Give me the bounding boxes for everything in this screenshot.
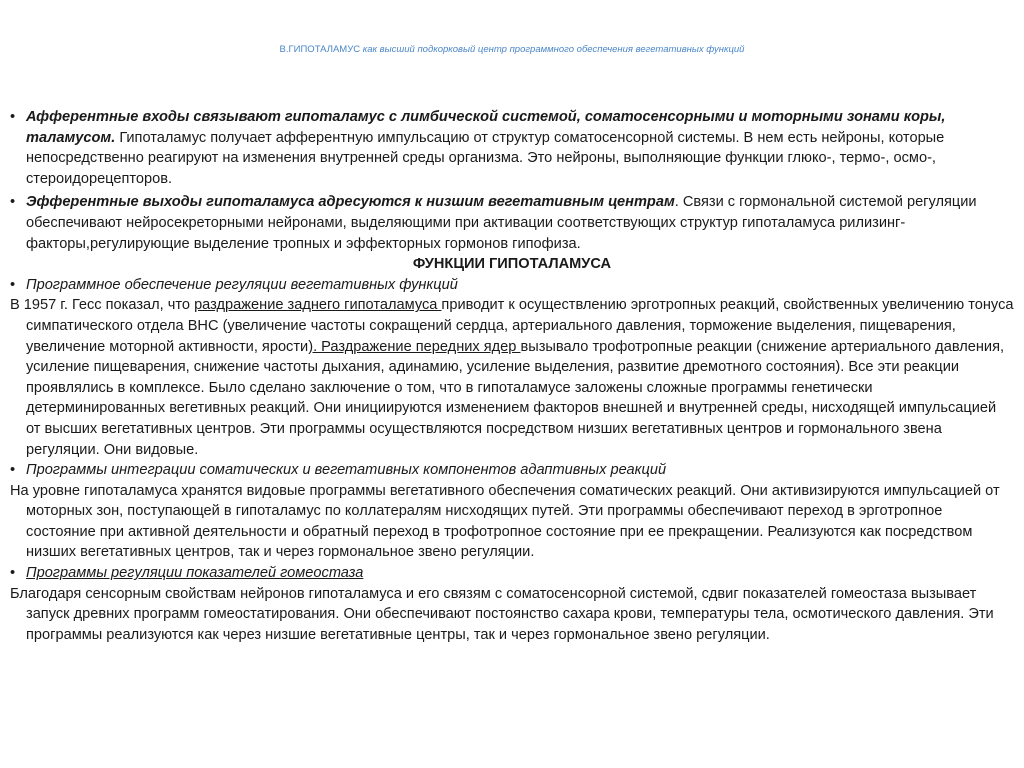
section1-t2: приводит к осуществлению эрготропных реакций, свойственных увеличению тонуса симпатического отдела ВНС (увеличение частоты сокращений сердца, артериального давления, торможение выделения, пищеварения, увеличение моторной активности, ярости (26, 297, 1014, 355)
functions-heading: ФУНКЦИИ ГИПОТАЛАМУСА (412, 256, 612, 273)
section3-heading-text: Программы регуляции показателей гомеостаза (26, 565, 364, 582)
section3-heading (10, 563, 1014, 584)
section1-t3: вызывало трофотропные реакции (снижение артериального давления, усиление пищеварения, снижение частоты дыхания, адинамию, усиление выделения, развитие дремотного состояния). Все эти реакции проявлялись в комплексе. Было сделано заключение о том, что в гипоталамусе заложены сложные программы генетически детерминированных вегетивных реакций. Они инициируются изменением факторов внешней и внутренней среды, нисходящей импульсацией от высших вегетативных центров. Эти программы осуществляются посредством низших вегетативных центров и гормонального звена регуляции. Они видовые. (26, 338, 1005, 458)
section1-u2: ). Раздражение передних ядер (308, 338, 521, 355)
section1-u1: раздражение заднего гипоталамуса (194, 297, 442, 314)
afferent-text: Гипоталамус получает афферентную импульсацию от структур соматосенсорной системы. В нем есть нейроны, которые непосредственно реагируют на изменения внутренней среды организма. Это нейроны, выполняющие функции глюко-, термо-, осмо-, стероидорецепторов. (26, 129, 945, 187)
section1-t1: В 1957 г. Гесс показал, что (10, 297, 195, 314)
slide-content (10, 107, 1014, 645)
section1-heading (10, 275, 1014, 296)
afferent-bold: Афферентные входы связывают гипоталамус с лимбической системой, соматосенсорными и моторными зонами коры, таламусом. (26, 109, 946, 146)
slide-title (0, 44, 1024, 55)
section1-body (10, 295, 1014, 460)
title-lead: В.ГИПОТАЛАМУС (279, 44, 361, 55)
section1-heading-text: Программное обеспечение регуляции вегетативных функций (26, 276, 458, 293)
efferent-paragraph (10, 192, 1014, 254)
afferent-paragraph (10, 107, 1014, 189)
section2-heading-text: Программы интеграции соматических и вегетативных компонентов адаптивных реакций (26, 462, 667, 479)
section2-body: На уровне гипоталамуса хранятся видовые программы вегетативного обеспечения соматических реакций. Они активизируются импульсацией от моторных зон, поступающей в гипоталамус по коллатералям нисходящих путей. Эти программы обеспечивают переход в эрготропное состояние при активной деятельности и обратный переход в трофотропное состояние при ее прекращении. Реализуются как посредством низших вегетативных центров, так и через гормональное звено регуляции. (10, 482, 1000, 561)
section3-body: Благодаря сенсорным свойствам нейронов гипоталамуса и его связям с соматосенсорной системой, сдвиг показателей гомеостаза вызывает запуск древних программ гомеостатирования. Они обеспечивают постоянство сахара крови, температуры тела, осмотического давления. Эти программы реализуются как через низшие вегетативные центры, так и через гормональное звено регуляции. (10, 585, 994, 643)
title-rest: как высший подкорковый центр программного обеспечения вегетативных функций (362, 44, 745, 55)
efferent-bold: Эфферентные выходы гипоталамуса адресуются к низшим вегетативным центрам (26, 194, 675, 211)
efferent-text: . Связи с гормональной системой регуляции обеспечивают нейросекреторными нейронами, выделяющими при активации соответствующих структур гипоталамуса рилизинг-факторы,регулирующие выделение тропных и эффекторных гормонов гипофиза. (26, 194, 977, 252)
section2-heading (10, 460, 1014, 481)
